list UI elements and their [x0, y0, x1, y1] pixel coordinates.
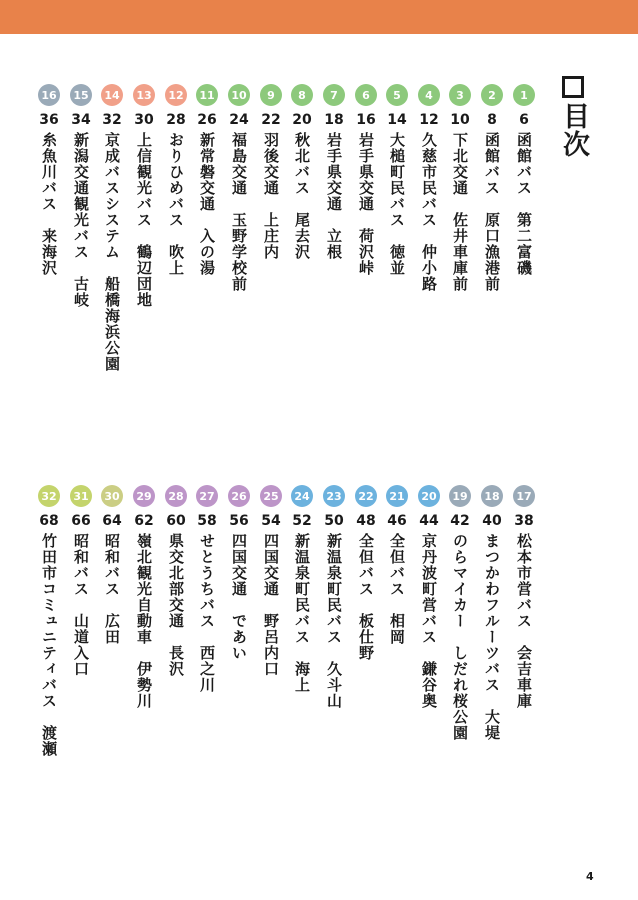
- entry-page: 16: [356, 112, 376, 128]
- entry-title: おりひめバス 吹上: [167, 132, 185, 276]
- entry-title: 岩手県交通 荷沢峠: [357, 132, 375, 276]
- toc-entry[interactable]: [322, 485, 346, 709]
- entry-title: のらマイカー しだれ桜公園: [451, 533, 469, 741]
- entry-number-badge: 26: [228, 485, 250, 507]
- entry-number-badge: 28: [165, 485, 187, 507]
- entry-number-badge: 30: [101, 485, 123, 507]
- entry-number-badge: 6: [355, 84, 377, 106]
- toc-entry[interactable]: [512, 485, 536, 709]
- entry-title: 福島交通 玉野学校前: [230, 132, 248, 292]
- entry-number-badge: 14: [101, 84, 123, 106]
- toc-entry[interactable]: [259, 84, 283, 260]
- toc-entry[interactable]: [290, 84, 314, 260]
- toc-entry[interactable]: [37, 84, 61, 276]
- entry-number-badge: 23: [323, 485, 345, 507]
- entry-page: 44: [419, 513, 439, 529]
- entry-title: 下北交通 佐井車庫前: [451, 132, 469, 292]
- entry-number-badge: 21: [386, 485, 408, 507]
- toc-entry[interactable]: [385, 485, 409, 645]
- entry-page: 58: [197, 513, 217, 529]
- entry-number-badge: 16: [38, 84, 60, 106]
- entry-title: 竹田市コミュニティバス 渡瀬: [40, 533, 58, 757]
- entry-title: 新温泉町民バス 久斗山: [325, 533, 343, 709]
- entry-title: 上信観光バス 鶴辺団地: [135, 132, 153, 308]
- toc-entry[interactable]: [37, 485, 61, 757]
- entry-page: 8: [487, 112, 497, 128]
- entry-page: 68: [39, 513, 59, 529]
- entry-number-badge: 11: [196, 84, 218, 106]
- toc-entry[interactable]: [354, 485, 378, 661]
- toc-entry[interactable]: [100, 485, 124, 645]
- entry-page: 24: [229, 112, 249, 128]
- entry-title: 函館バス 第二富磯: [515, 132, 533, 276]
- entry-number-badge: 7: [323, 84, 345, 106]
- entry-page: 62: [134, 513, 154, 529]
- entry-page: 34: [71, 112, 91, 128]
- entry-title: 新常磐交通 入の湯: [198, 132, 216, 276]
- toc-entry[interactable]: [164, 84, 188, 276]
- entry-title: 函館バス 原口漁港前: [483, 132, 501, 292]
- entry-page: 42: [450, 513, 470, 529]
- entry-number-badge: 8: [291, 84, 313, 106]
- entry-page: 18: [324, 112, 344, 128]
- toc-entry[interactable]: [417, 84, 441, 292]
- entry-title: 秋北バス 尾去沢: [293, 132, 311, 260]
- toc-entry[interactable]: [69, 485, 93, 677]
- toc-entry[interactable]: [195, 485, 219, 693]
- entry-title: 京丹波町営バス 鎌谷奥: [420, 533, 438, 709]
- entry-page: 20: [292, 112, 312, 128]
- entry-page: 40: [482, 513, 502, 529]
- entry-page: 14: [387, 112, 407, 128]
- entry-page: 56: [229, 513, 249, 529]
- entry-title: 糸魚川バス 来海沢: [40, 132, 58, 276]
- entry-title: 岩手県交通 立根: [325, 132, 343, 260]
- toc-entry[interactable]: [385, 84, 409, 276]
- toc-entry[interactable]: [69, 84, 93, 308]
- toc-entry[interactable]: [290, 485, 314, 693]
- toc-entry[interactable]: [448, 485, 472, 741]
- entry-page: 36: [39, 112, 59, 128]
- entry-number-badge: 29: [133, 485, 155, 507]
- entry-page: 66: [71, 513, 91, 529]
- entry-page: 26: [197, 112, 217, 128]
- entry-number-badge: 31: [70, 485, 92, 507]
- entry-number-badge: 12: [165, 84, 187, 106]
- entry-page: 10: [450, 112, 470, 128]
- entry-page: 64: [102, 513, 122, 529]
- entry-number-badge: 25: [260, 485, 282, 507]
- toc-entry[interactable]: [480, 485, 504, 741]
- toc-entry[interactable]: [132, 84, 156, 308]
- entry-title: 県交北部交通 長沢: [167, 533, 185, 677]
- toc-entry[interactable]: [100, 84, 124, 372]
- entry-page: 22: [261, 112, 281, 128]
- entry-title: 久慈市民バス 仲小路: [420, 132, 438, 292]
- entry-title: まつかわフルーツバス 大堤: [483, 533, 501, 741]
- toc-entry[interactable]: [322, 84, 346, 260]
- entry-title: 京成バスシステム 船橋海浜公園: [103, 132, 121, 372]
- entry-page: 38: [514, 513, 534, 529]
- entry-page: 60: [166, 513, 186, 529]
- entry-number-badge: 9: [260, 84, 282, 106]
- entry-title: せとうちバス 西之川: [198, 533, 216, 693]
- toc-entry[interactable]: [480, 84, 504, 292]
- entry-number-badge: 27: [196, 485, 218, 507]
- entry-page: 48: [356, 513, 376, 529]
- toc-entry[interactable]: [132, 485, 156, 709]
- entry-page: 46: [387, 513, 407, 529]
- entry-page: 32: [102, 112, 122, 128]
- entry-title: 四国交通 であい: [230, 533, 248, 661]
- entry-number-badge: 4: [418, 84, 440, 106]
- entry-page: 30: [134, 112, 154, 128]
- entry-page: 28: [166, 112, 186, 128]
- entry-number-badge: 19: [449, 485, 471, 507]
- entry-number-badge: 3: [449, 84, 471, 106]
- entry-number-badge: 18: [481, 485, 503, 507]
- entry-number-badge: 2: [481, 84, 503, 106]
- entry-title: 大槌町民バス 徳並: [388, 132, 406, 276]
- entry-title: 全但バス 相岡: [388, 533, 406, 645]
- toc-entry[interactable]: [227, 84, 251, 292]
- toc-entry[interactable]: [164, 485, 188, 677]
- toc-entry[interactable]: [512, 84, 536, 276]
- toc-entry[interactable]: [227, 485, 251, 661]
- entry-number-badge: 1: [513, 84, 535, 106]
- entry-number-badge: 15: [70, 84, 92, 106]
- entry-page: 50: [324, 513, 344, 529]
- entry-number-badge: 20: [418, 485, 440, 507]
- entry-title: 昭和バス 山道入口: [72, 533, 90, 677]
- entry-title: 新温泉町民バス 海上: [293, 533, 311, 693]
- entry-page: 52: [292, 513, 312, 529]
- toc-entry[interactable]: [354, 84, 378, 276]
- toc-entry[interactable]: [448, 84, 472, 292]
- entry-number-badge: 32: [38, 485, 60, 507]
- toc-entry[interactable]: [259, 485, 283, 677]
- entry-title: 新潟交通観光バス 古岐: [72, 132, 90, 308]
- entry-page: 6: [519, 112, 529, 128]
- page-number: 4: [586, 870, 594, 883]
- entry-number-badge: 17: [513, 485, 535, 507]
- entry-title: 松本市営バス 会吉車庫: [515, 533, 533, 709]
- toc-entry[interactable]: [195, 84, 219, 276]
- entry-title: 全但バス 板仕野: [357, 533, 375, 661]
- entry-title: 嶺北観光自動車 伊勢川: [135, 533, 153, 709]
- entry-number-badge: 10: [228, 84, 250, 106]
- entry-number-badge: 22: [355, 485, 377, 507]
- entry-title: 羽後交通 上庄内: [262, 132, 280, 260]
- entry-number-badge: 24: [291, 485, 313, 507]
- entry-number-badge: 5: [386, 84, 408, 106]
- entry-number-badge: 13: [133, 84, 155, 106]
- toc-entry[interactable]: [417, 485, 441, 709]
- entry-page: 54: [261, 513, 281, 529]
- entry-title: 昭和バス 広田: [103, 533, 121, 645]
- entry-title: 四国交通 野呂内口: [262, 533, 280, 677]
- entry-page: 12: [419, 112, 439, 128]
- page-title: 目次: [558, 102, 589, 158]
